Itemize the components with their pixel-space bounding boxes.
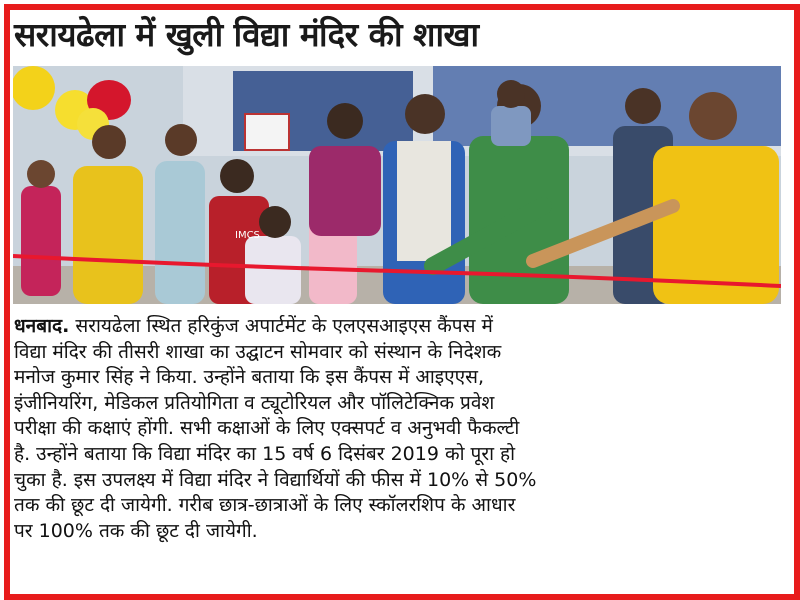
article-body: [14, 314, 776, 544]
headline: सरायढेला में खुली विद्या मंदिर की शाखा: [14, 15, 479, 54]
article-line-7: चुका है. इस उपलक्ष्य में विद्या मंदिर ने विद्यार्थियों की फीस में 10% से 50%: [14, 468, 537, 491]
article-line-2: विद्या मंदिर की तीसरी शाखा का उद्घाटन सोमवार को संस्थान के निदेशक: [14, 340, 502, 363]
shirt-print-text: IMCS: [235, 230, 260, 241]
article-line-9: पर 100% तक की छूट दी जायेगी.: [14, 519, 258, 542]
news-photo: [13, 66, 781, 304]
article-line-6: है. उन्होंने बताया कि विद्या मंदिर का 15 वर्ष 6 दिसंबर 2019 को पूरा हो: [14, 442, 516, 465]
article-line-3: मनोज कुमार सिंह ने किया. उन्होंने बताया कि इस कैंपस में आइएएस,: [14, 366, 485, 389]
article-line-5: परीक्षा की कक्षाएं होंगी. सभी कक्षाओं के लिए एक्सपर्ट व अनुभवी फैकल्टी: [14, 417, 520, 440]
dateline: धनबाद.: [14, 315, 70, 337]
article-line-4: इंजीनियरिंग, मेडिकल प्रतियोगिता व ट्यूटोरियल और पॉलिटेक्निक प्रवेश: [14, 391, 495, 414]
article-line-8: तक की छूट दी जायेगी. गरीब छात्र-छात्राओं के लिए स्कॉलरशिप के आधार: [14, 494, 516, 517]
article-line-1-text: सरायढेला स्थित हरिकुंज अपार्टमेंट के एलएसआइएस कैंपस में: [75, 315, 493, 337]
article-line-1: [14, 314, 776, 340]
inauguration-photo-illustration: [13, 66, 781, 304]
